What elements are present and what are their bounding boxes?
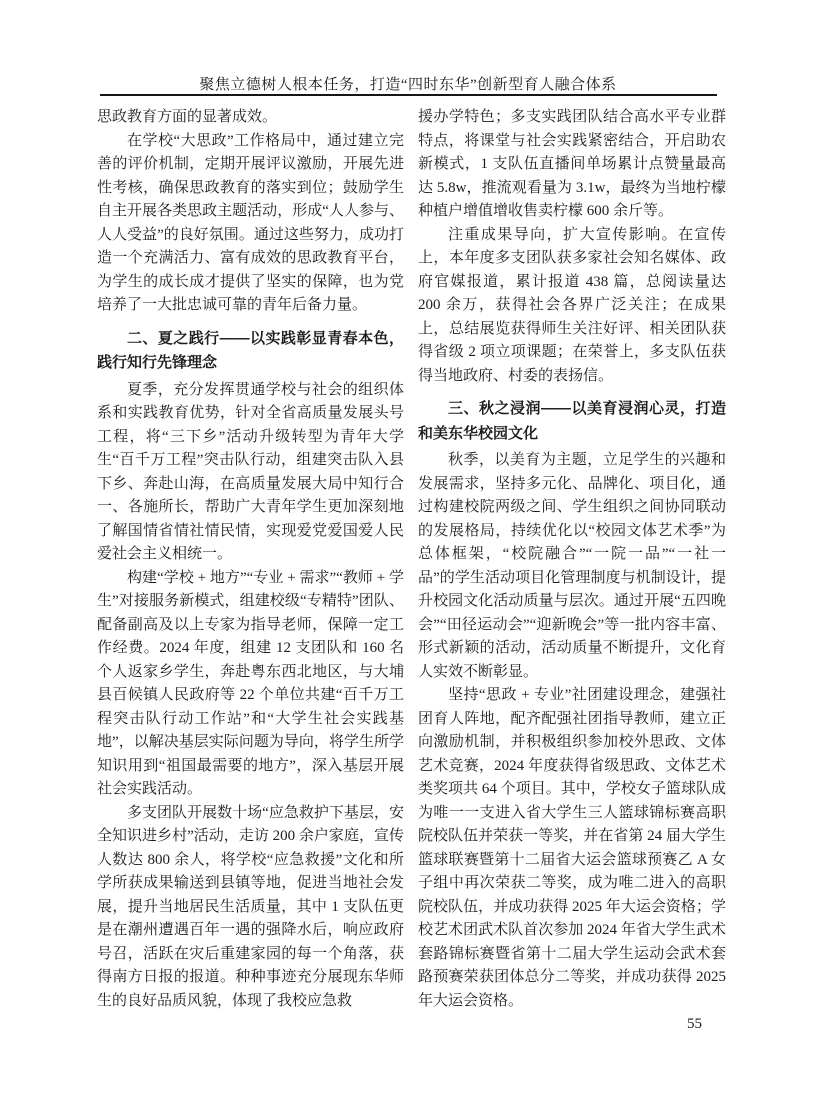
paragraph-clubs-and-sports-awards: 坚持“思政 + 专业”社团建设理念，建强社团育人阵地，配齐配强社团指导教师，建立正向激励机制，并积极组织参加校外思政、文体艺术竞赛，2024 年度获得省级思政、文体艺术类奖项共 64 个项目。其中，学校女子篮球队成为唯一一支进入省大学生三人篮球锦标赛高职院校队伍并荣获一等奖，并在省第 24 届大学生篮球联赛暨第十二届省大运会篮球预赛乙 A 女子组中再次荣获二等奖，成为唯二进入的高职院校队伍，并成功获得 2025 年大运会资格；学校艺术团武术队首次参加 2024 年省大学生武术套路锦标赛暨省第十二届大学生运动会武术套路预赛荣获团体总分二等奖，并成功获得 2025 年大运会资格。 (418, 687, 726, 1009)
paragraph-livestream-results: 援办学特色；多支实践团队结合高水平专业群特点，将课堂与社会实践紧密结合，开启助农新模式，1 支队伍直播间单场累计点赞量最高达 5.8w，推流观看量为 3.1w，最终为当地柠檬种植户增值增收售卖柠檬 600 余斤等。 (418, 109, 726, 219)
paragraph-emergency-rescue-teams: 多支团队开展数十场“应急救护下基层，安全知识进乡村”活动，走访 200 余户家庭，宣传人数达 800 余人，将学校“应急救援”文化和所学所获成果输送到县镇等地，促进当地社会发展，提升当地居民生活质量，其中 1 支队伍更是在潮州遭遇百年一遇的强降水后，响应政府号召，活跃在灾后重建家园的每一个角落，获得南方日报的报道。种种事迹充分展现东华师生的良好品质风貌，体现了我校应急救 (97, 804, 404, 1009)
paragraph-szjy-effect: 思政教育方面的显著成效。 (97, 109, 278, 125)
page-header-title: 聚焦立德树人根本任务，打造“四时东华”创新型育人融合体系 (199, 77, 617, 93)
right-column (418, 106, 726, 1013)
paragraph-media-coverage: 注重成果导向，扩大宣传影响。在宣传上，本年度多支团队获多家社会知名媒体、政府官媒报道，累计报道 438 篇，总阅读量达 200 余万，获得社会各界广泛关注；在成果上，总结展览获得师生关注好评、相关团队获得省级 2 项立项课题；在荣誉上，多支队伍获得当地政府、村委的表扬信。 (418, 226, 726, 384)
page-number: 55 (687, 1016, 702, 1032)
section-heading-summer-practice: 二、夏之践行——以实践彰显青春本色，践行知行先锋理念 (97, 329, 404, 371)
paragraph-summer-sanxiaxiang: 夏季，充分发挥贯通学校与社会的组织体系和实践教育优势，针对全省高质量发展头号工程，将“三下乡”活动升级转型为青年大学生“百千万工程”突击队行动，组建突击队入县下乡、奔赴山海，在高质量发展大局中知行合一、各施所长，帮助广大青年学生更加深刻地了解国情省情社情民情，实现爱党爱国爱人民爱社会主义相统一。 (97, 381, 404, 562)
paragraph-school-local-model: 构建“学校 + 地方”“专业 + 需求”“教师 + 学生”对接服务新模式，组建校级“专精特”团队、配备副高及以上专家为指导老师，保障一定工作经费。2024 年度，组建 12 支团队和 160 名个人返家乡学生，奔赴粤东西北地区，与大埔县百候镇人民政府等 22 个单位共建“百千万工程突击队行动工作站”和“大学生社会实践基地”，以解决基层实际问题为导向，将学生所学知识用到“祖国最需要的地方”，深入基层开展社会实践活动。 (97, 569, 404, 797)
paragraph-da-sizheng: 在学校“大思政”工作格局中，通过建立完善的评价机制，定期开展评议激励，开展先进性考核，确保思政教育的落实到位；鼓励学生自主开展各类思政主题活动，形成“人人参与、人人受益”的良好氛围。通过这些努力，成功打造一个充满活力、富有成效的思政教育平台，为学生的成长成才提供了坚实的保障，也为党培养了一大批忠诚可靠的青年后备力量。 (97, 132, 404, 313)
header-divider-rule (100, 94, 717, 96)
paragraph-campus-culture-season: 秋季，以美育为主题，立足学生的兴趣和发展需求，坚持多元化、品牌化、项目化，通过构建校院两级之间、学生组织之间协同联动的发展格局，持续优化以“校园文体艺术季”为总体框架，“校院融合”“一院一品”“一社一品”的学生活动项目化管理制度与机制设计，提升校园文化活动质量与层次。通过开展“五四晚会”“田径运动会”“迎新晚会”等一批内容丰富、形式新颖的活动，活动质量不断提升，文化育人实效不断彰显。 (418, 452, 726, 680)
left-column (97, 106, 404, 1013)
section-heading-autumn-aesthetic: 三、秋之浸润——以美育浸润心灵，打造和美东华校园文化 (418, 400, 726, 442)
